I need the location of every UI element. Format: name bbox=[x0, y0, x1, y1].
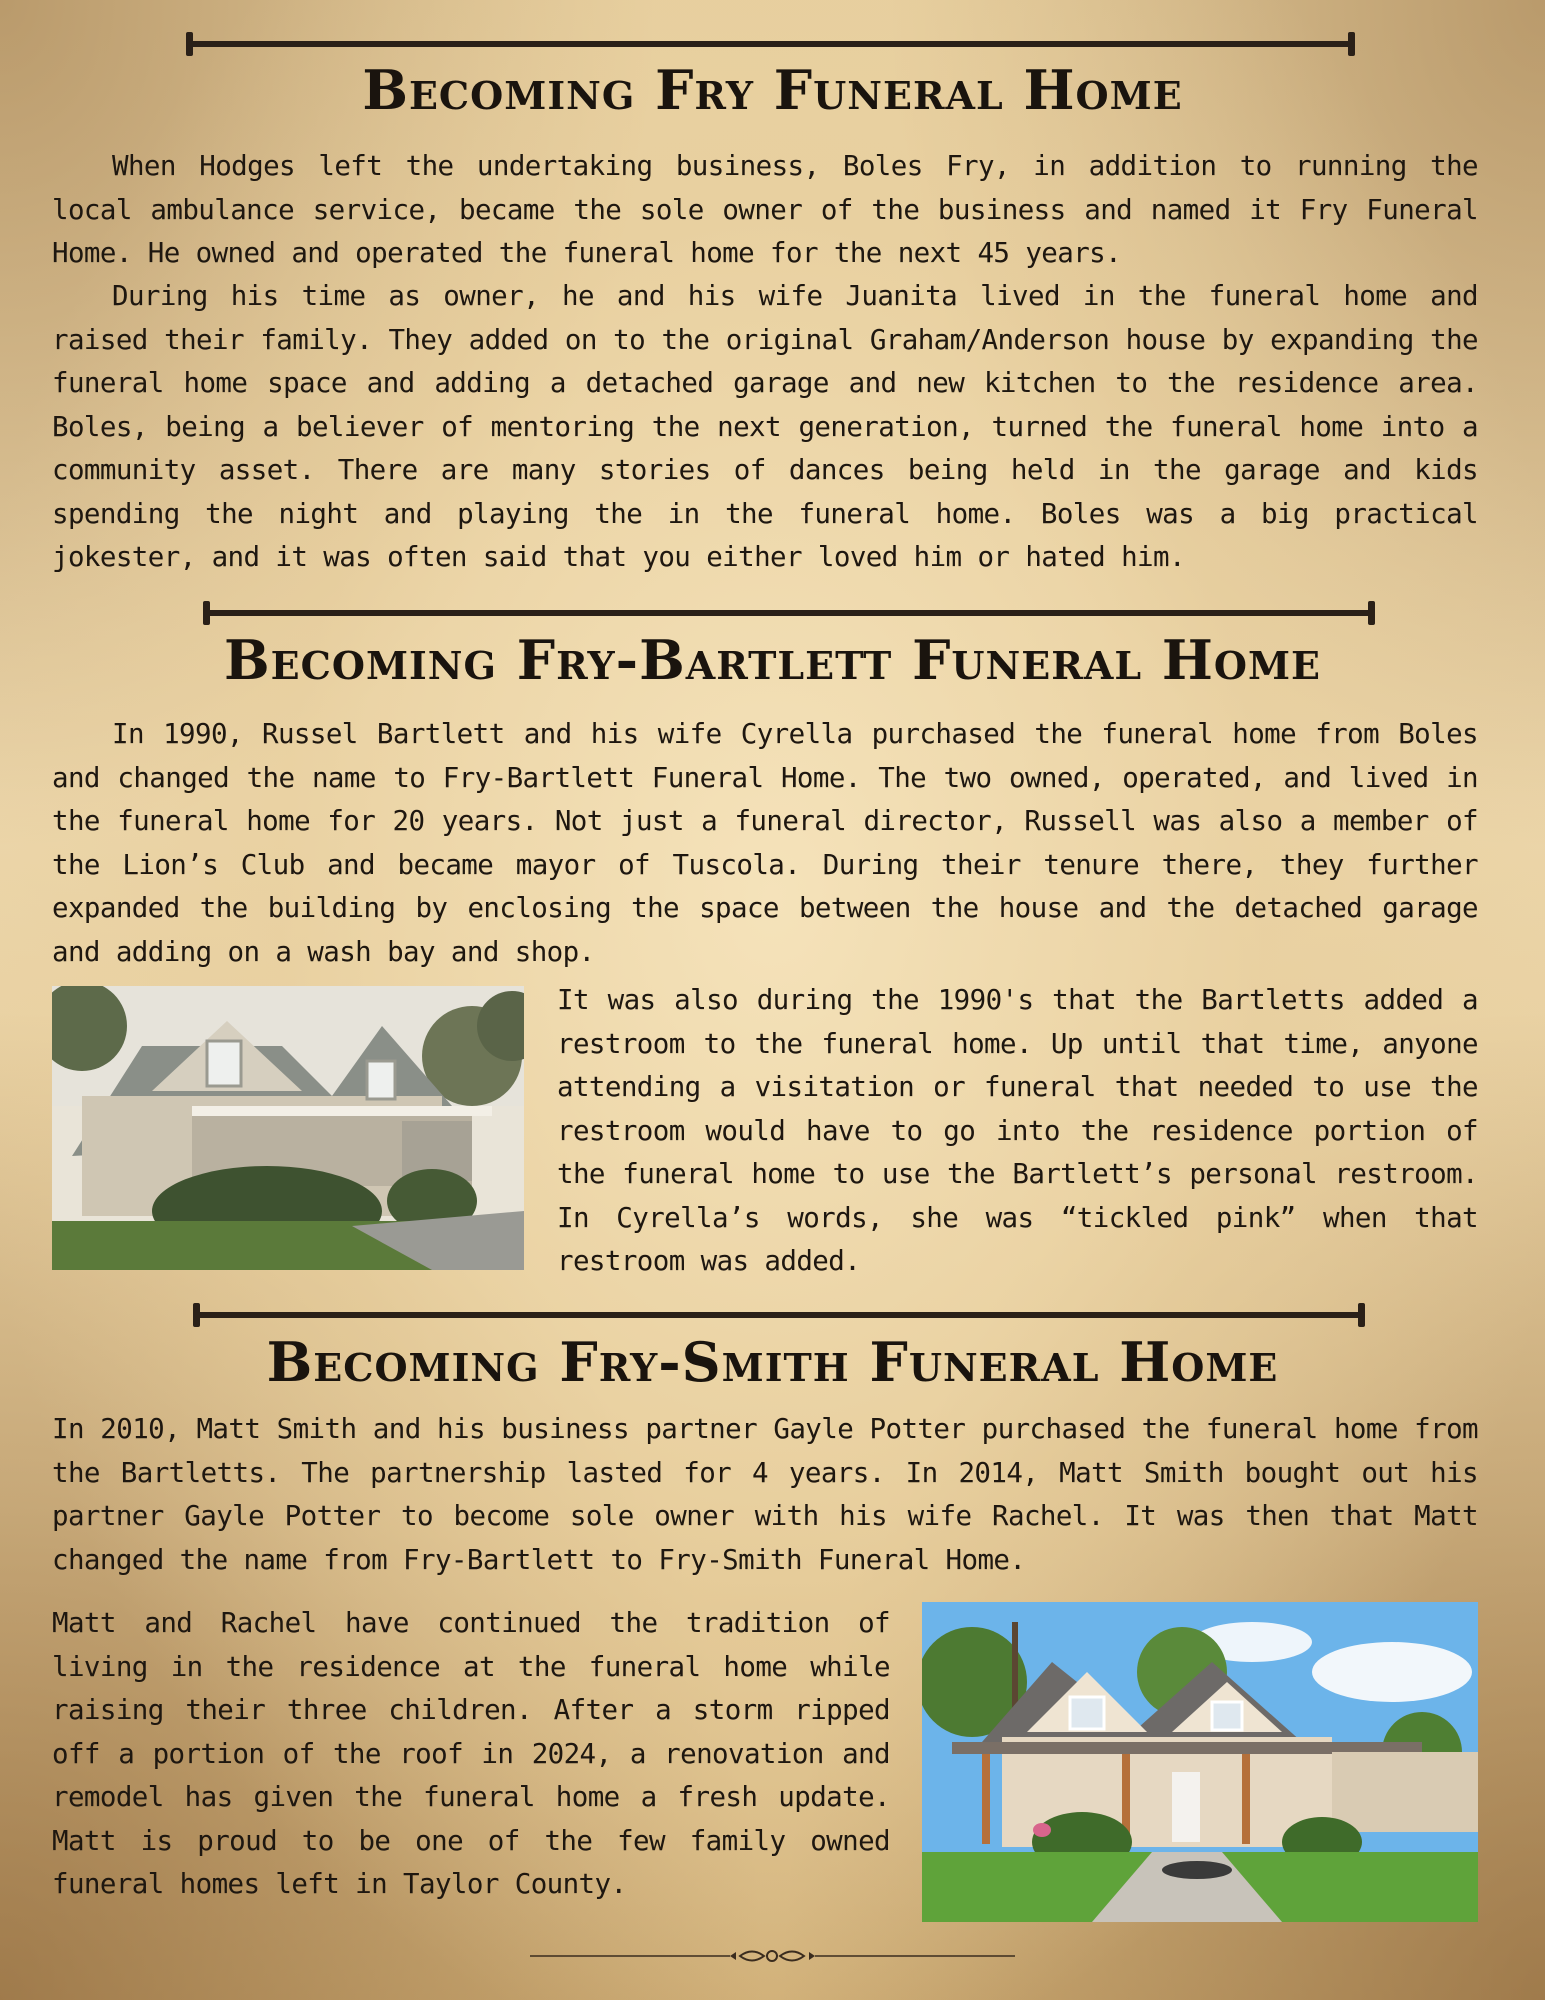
section-title-fry-smith: Becoming Fry-Smith Funeral Home bbox=[266, 1330, 1279, 1394]
section-divider-bartlett bbox=[205, 610, 1373, 616]
section-title-fry: Becoming Fry Funeral Home bbox=[362, 58, 1183, 122]
section-title-fry-bartlett: Becoming Fry-Bartlett Funeral Home bbox=[224, 628, 1321, 692]
section-divider-smith bbox=[195, 1312, 1363, 1318]
paragraph-restroom: It was also during the 1990's that the Bartletts added a restroom to the funeral home. Up until that time, anyone attending a visitation or funeral that needed to use the restroom would have to go into the residence portion of the funeral home to use the Bartlett’s personal restroom. In Cyrella’s words, she was “tickled pink” when that restroom was added. bbox=[557, 984, 1478, 1277]
paragraph-bartlett-purchase: In 1990, Russel Bartlett and his wife Cyrella purchased the funeral home from Boles and changed the name to Fry-Bartlett Funeral Home. The two owned, operated, and lived in the funeral home for 20 years. Not just a funeral director, Russell was also a member of the Lion’s Club and became mayor of Tuscola. During their tenure there, they further expanded the building by enclosing the space between the house and the detached garage and adding on a wash bay and shop. bbox=[52, 718, 1478, 968]
new-house-photo bbox=[922, 1602, 1478, 1922]
paragraph-hodges: When Hodges left the undertaking business, Boles Fry, in addition to running the local ambulance service, became the sole owner of the business and named it Fry Funeral Home. He owned and operated the funeral home for the next 45 years. bbox=[52, 150, 1478, 269]
section-divider-top bbox=[188, 41, 1353, 47]
paragraph-tradition: Matt and Rachel have continued the tradition of living in the residence at the funeral home while raising their three children. After a storm ripped off a portion of the roof in 2024, a renovation and remodel has given the funeral home a fresh update. Matt is proud to be one of the few family owned funeral homes left in Taylor County. bbox=[52, 1607, 890, 1900]
bottom-ornament bbox=[530, 1945, 1015, 1967]
paragraph-boles: During his time as owner, he and his wife Juanita lived in the funeral home and raised their family. They added on to the original Graham/Anderson house by expanding the funeral home space and adding a detached garage and new kitchen to the residence area. Boles, being a believer of mentoring the next generation, turned the funeral home into a community asset. There are many stories of dances being held in the garage and kids spending the night and playing the in the funeral home. Boles was a big practical jokester, and it was often said that you either loved him or hated him. bbox=[52, 280, 1478, 573]
old-house-photo bbox=[52, 986, 524, 1270]
paragraph-smith-purchase: In 2010, Matt Smith and his business partner Gayle Potter purchased the funeral home from the Bartletts. The partnership lasted for 4 years. In 2014, Matt Smith bought out his partner Gayle Potter to become sole owner with his wife Rachel. It was then that Matt changed the name from Fry-Bartlett to Fry-Smith Funeral Home. bbox=[52, 1413, 1478, 1576]
